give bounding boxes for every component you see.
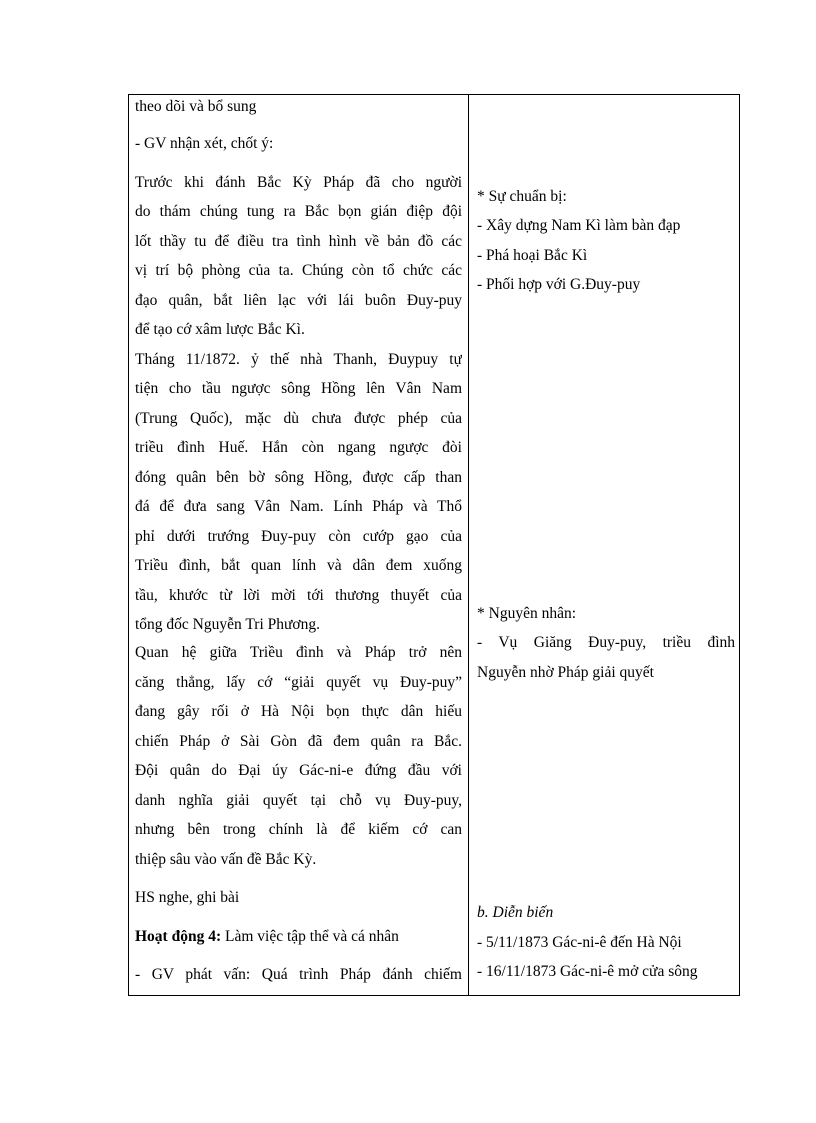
column-divider xyxy=(468,95,469,995)
text-line: đá để đưa sang Vân Nam. Lính Pháp và Thổ xyxy=(135,498,462,515)
section-heading-events: b. Diễn biến xyxy=(477,904,554,921)
text-line: Đội quân do Đại úy Gác-ni-e đứng đầu với xyxy=(135,762,462,779)
section-heading-preparation: * Sự chuẩn bị: xyxy=(477,188,567,205)
content-column xyxy=(477,95,735,995)
list-item: - Xây dựng Nam Kì làm bàn đạp xyxy=(477,217,681,234)
text-line: tầu, khước từ lời mời tới thương thuyết của xyxy=(135,587,462,604)
list-item: - Phối hợp với G.Đuy-puy xyxy=(477,276,641,293)
text-line: do thám chúng tung ra Bắc bọn gián điệp đội xyxy=(135,203,462,220)
text-line: (Trung Quốc), mặc dù chưa được phép của xyxy=(135,410,462,427)
text-line: Trước khi đánh Bắc Kỳ Pháp đã cho người xyxy=(135,174,462,191)
text-line: tiện cho tầu ngược sông Hồng lên Vân Nam xyxy=(135,380,462,397)
text-line: để tạo cớ xâm lược Bắc Kì. xyxy=(135,321,305,338)
activity-label: Hoạt động 4: xyxy=(135,928,222,945)
text-line: đang gây rối ở Hà Nội bọn thực dân hiếu xyxy=(135,703,462,720)
text-line: đóng quân bên bờ sông Hồng, được cấp than xyxy=(135,469,462,486)
text-line: Quan hệ giữa Triều đình và Pháp trở nên xyxy=(135,644,462,661)
teacher-activity-column xyxy=(135,95,462,995)
text-line: tổng đốc Nguyễn Tri Phương. xyxy=(135,616,320,633)
activity-description: Làm việc tập thể và cá nhân xyxy=(221,928,399,945)
text-line: lốt thầy tu để điều tra tình hình về bản đồ các xyxy=(135,233,462,250)
text-line: phỉ dưới trướng Đuy-puy còn cướp gạo của xyxy=(135,528,462,545)
text-line: triều đình Huế. Hắn còn ngang ngược đòi xyxy=(135,439,462,456)
text-line: căng thẳng, lấy cớ “giải quyết vụ Đuy-puy” xyxy=(135,674,462,691)
text-line: đạo quân, bắt liên lạc với lái buôn Đuy-puy xyxy=(135,292,462,309)
list-item: - Phá hoại Bắc Kì xyxy=(477,247,588,264)
list-item: - 16/11/1873 Gác-ni-ê mở cửa sông xyxy=(477,963,698,980)
text-line: danh nghĩa giải quyết tại chỗ vụ Đuy-puy, xyxy=(135,792,462,809)
text-line: - GV nhận xét, chốt ý: xyxy=(135,135,274,152)
text-line: thiệp sâu vào vấn đề Bắc Kỳ. xyxy=(135,851,317,868)
text-line: Tháng 11/1872. ỷ thế nhà Thanh, Đuypuy tự xyxy=(135,351,462,368)
text-line: vị trí bộ phòng của ta. Chúng còn tổ chức các xyxy=(135,262,462,279)
text-line: nhưng bên trong chính là để kiếm cớ can xyxy=(135,821,462,838)
text-line: theo dõi và bổ sung xyxy=(135,98,257,115)
text-line: Triều đình, bắt quan lính và dân đem xuống xyxy=(135,557,462,574)
activity-heading xyxy=(135,927,462,947)
text-line: - GV phát vấn: Quá trình Pháp đánh chiếm xyxy=(135,966,462,983)
text-line: chiến Pháp ở Sài Gòn đã đem quân ra Bắc. xyxy=(135,733,462,750)
section-heading-cause: * Nguyên nhân: xyxy=(477,605,577,622)
text-line: HS nghe, ghi bài xyxy=(135,889,240,906)
list-item: Nguyễn nhờ Pháp giải quyết xyxy=(477,664,654,681)
list-item: - 5/11/1873 Gác-ni-ê đến Hà Nội xyxy=(477,934,682,951)
lesson-table xyxy=(128,94,740,996)
list-item: - Vụ Giăng Đuy-puy, triều đình xyxy=(477,634,735,651)
